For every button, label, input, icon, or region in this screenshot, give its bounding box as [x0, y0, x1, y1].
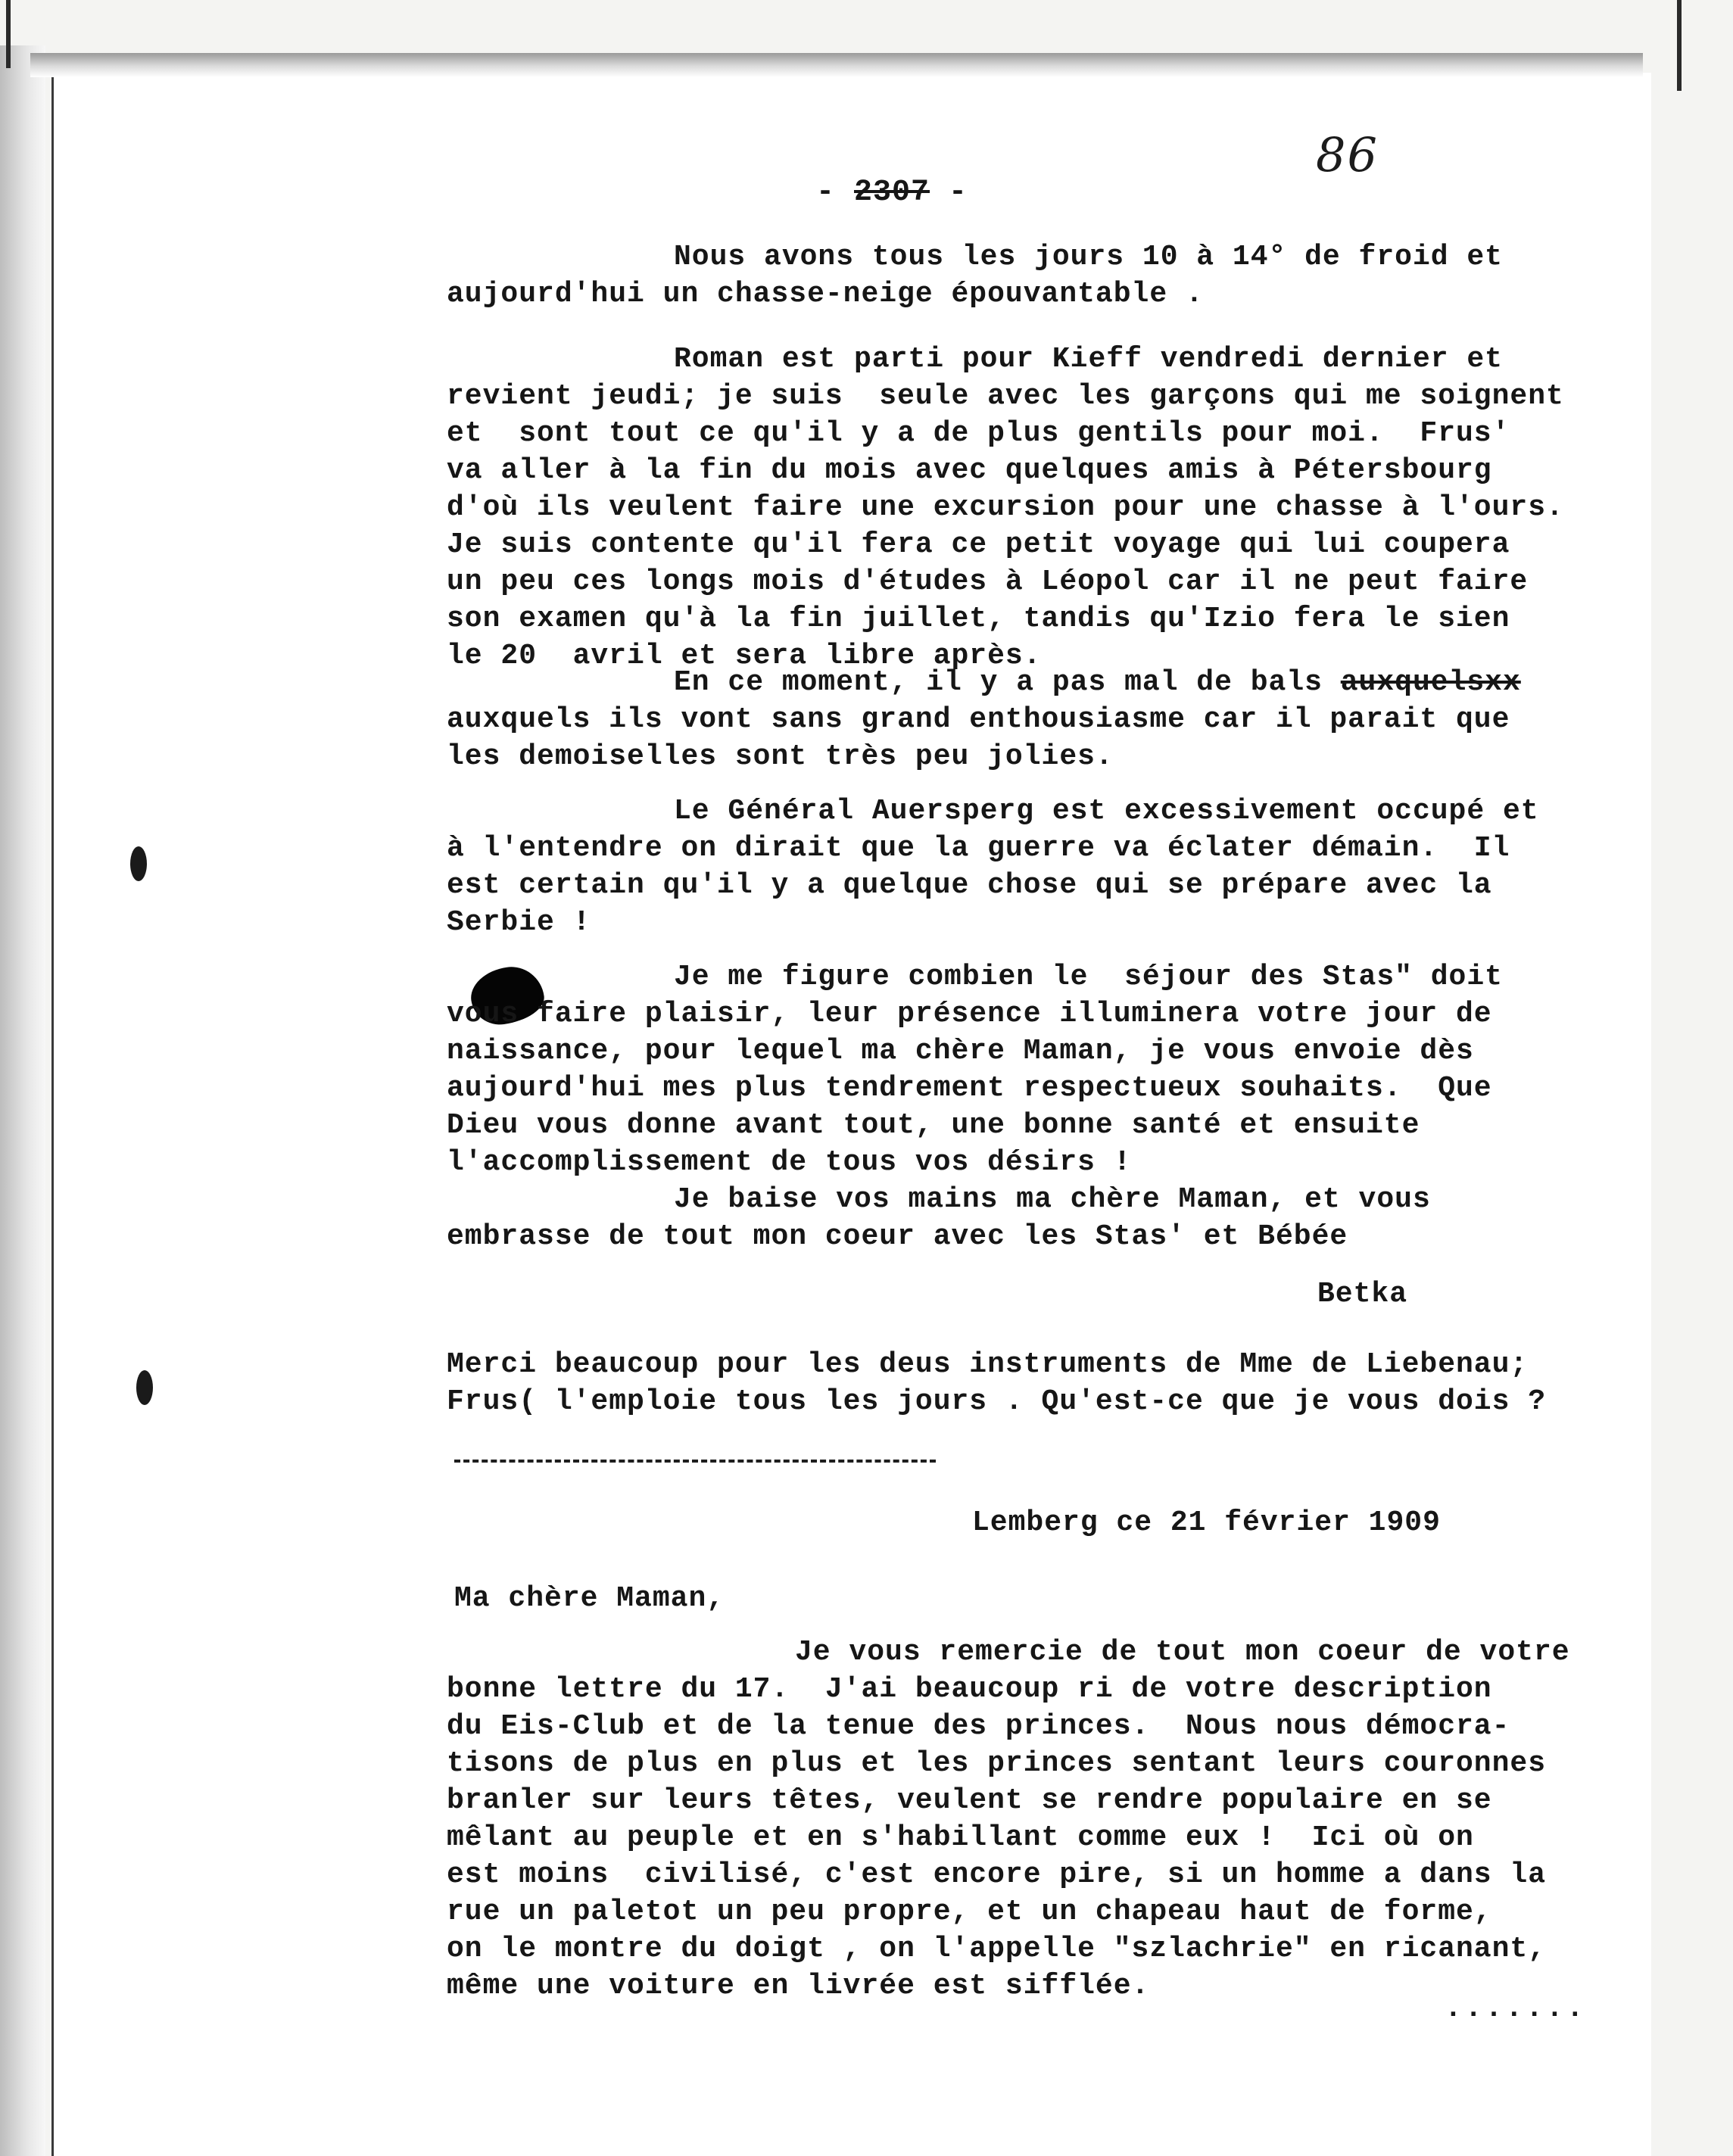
text-line: l'accomplissement de tous vos désirs ! — [447, 1146, 1132, 1179]
text-line: est moins civilisé, c'est encore pire, si un homme a dans la — [447, 1858, 1547, 1891]
paragraph-balls — [447, 664, 1628, 775]
paragraph-auersperg — [447, 793, 1628, 941]
text-line: un peu ces longs mois d'études à Léopol car il ne peut faire — [447, 565, 1529, 598]
letter-separator — [454, 1460, 936, 1463]
dateline: Lemberg ce 21 février 1909 — [972, 1506, 1441, 1539]
text-line: Merci beaucoup pour les deus instruments de Mme de Liebenau; — [447, 1348, 1529, 1381]
text-line: Nous avons tous les jours 10 à 14° de froid et — [674, 241, 1503, 273]
struck-word: auxquelsxx — [1340, 666, 1521, 699]
page-top-shadow — [30, 53, 1643, 77]
scan-left-edge — [0, 45, 45, 2156]
text-line: Dieu vous donne avant tout, une bonne santé et ensuite — [447, 1109, 1420, 1142]
text-line — [447, 664, 1628, 701]
text-line: auxquels ils vont sans grand enthousiasme car il parait que — [447, 703, 1510, 736]
text-line: branler sur leurs têtes, veulent se rendre populaire en se — [447, 1784, 1492, 1817]
letter-2-body — [447, 1634, 1628, 2005]
text-line: mêlant au peuple et en s'habillant comme eux ! Ici où on — [447, 1821, 1474, 1854]
text-line: Roman est parti pour Kieff vendredi dernier et — [674, 343, 1503, 375]
text-line: naissance, pour lequel ma chère Maman, je vous envoie dès — [447, 1035, 1474, 1067]
text-line: Je vous remercie de tout mon coeur de votre — [795, 1636, 1570, 1668]
text-line: va aller à la fin du mois avec quelques amis à Pétersbourg — [447, 454, 1492, 487]
scan-left-rule — [6, 0, 11, 68]
paragraph-family-news — [447, 341, 1628, 675]
text-line: on le montre du doigt , on l'appelle "szlachrie" en ricanant, — [447, 1933, 1547, 1965]
paragraph-birthday-wishes — [447, 958, 1628, 1181]
signature: Betka — [1317, 1278, 1408, 1310]
text-line: tisons de plus en plus et les princes sentant leurs couronnes — [447, 1747, 1547, 1780]
text-line: Serbie ! — [447, 906, 591, 939]
text-fragment: En ce moment, il y a pas mal de bals — [674, 666, 1341, 699]
text-line: Je baise vos mains ma chère Maman, et vous — [674, 1183, 1431, 1216]
punch-hole-lower — [136, 1370, 153, 1405]
text-line: aujourd'hui mes plus tendrement respectueux souhaits. Que — [447, 1072, 1492, 1104]
text-line: Je suis contente qu'il fera ce petit voyage qui lui coupera — [447, 528, 1510, 561]
folio-suffix: - — [930, 176, 968, 210]
text-line: revient jeudi; je suis seule avec les garçons qui me soignent — [447, 380, 1564, 413]
text-line: à l'entendre on dirait que la guerre va éclater démain. Il — [447, 832, 1510, 865]
text-line: même une voiture en livrée est sifflée. — [447, 1970, 1150, 2002]
postscript — [447, 1346, 1628, 1420]
text-line: Je me figure combien le séjour des Stas" doit — [674, 961, 1503, 993]
text-line: Frus( l'emploie tous les jours . Qu'est-ce que je vous dois ? — [447, 1385, 1547, 1418]
text-line: embrasse de tout mon coeur avec les Stas' et Bébée — [447, 1220, 1348, 1253]
text-line: rue un paletot un peu propre, et un chapeau haut de forme, — [447, 1896, 1492, 1928]
text-line: d'où ils veulent faire une excursion pour une chasse à l'ours. — [447, 491, 1564, 524]
folio-number: 2307 — [854, 176, 930, 210]
text-line: bonne lettre du 17. J'ai beaucoup ri de votre description — [447, 1673, 1492, 1706]
typed-folio — [816, 176, 968, 210]
text-line: vous faire plaisir, leur présence illuminera votre jour de — [447, 998, 1492, 1030]
paragraph-weather — [447, 238, 1628, 313]
text-line: est certain qu'il y a quelque chose qui se prépare avec la — [447, 869, 1492, 902]
folio-prefix: - — [816, 176, 855, 210]
text-line: aujourd'hui un chasse-neige épouvantable . — [447, 278, 1204, 310]
paragraph-closing — [447, 1181, 1628, 1255]
scan-right-rule — [1677, 0, 1682, 91]
handwritten-page-number: 86 — [1316, 127, 1379, 182]
text-line: son examen qu'à la fin juillet, tandis qu'Izio fera le sien — [447, 603, 1510, 635]
continuation-marker: ....... — [1445, 1992, 1587, 2025]
punch-hole-upper — [130, 846, 147, 881]
text-line: les demoiselles sont très peu jolies. — [447, 740, 1114, 773]
salutation: Ma chère Maman, — [454, 1582, 725, 1615]
text-line: Le Général Auersperg est excessivement occupé et — [674, 795, 1539, 827]
text-line: le 20 avril et sera libre après. — [447, 640, 1042, 672]
text-line: du Eis-Club et de la tenue des princes. Nous nous démocra- — [447, 1710, 1510, 1743]
text-line: et sont tout ce qu'il y a de plus gentils pour moi. Frus' — [447, 417, 1510, 450]
